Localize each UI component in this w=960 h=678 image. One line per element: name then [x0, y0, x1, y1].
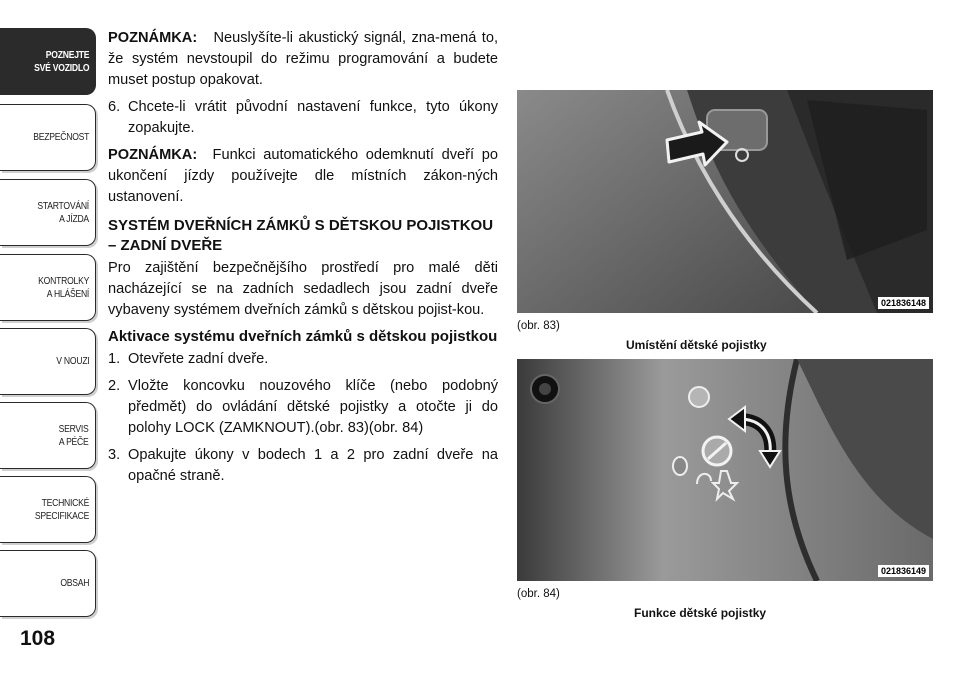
note-2 [108, 145, 498, 208]
step-3-number: 3. [108, 447, 121, 463]
note-2-text: Funkci automatického odemknutí dveří po ukončení jízdy používejte dle místních zákon-ných ustanovení. [108, 147, 498, 205]
step-2-text: Vložte koncovku nouzového klíče (nebo podobný předmět) do ovládání dětské pojistky a otočte ji do polohy LOCK (ZAMKNOUT).(obr. 83)(obr. 84) [128, 378, 498, 436]
note-1 [108, 28, 498, 91]
section-paragraph: Pro zajištění bezpečnějšího prostředí pro malé děti nacházející se na zadních sedadlech jsou zadní dveře vybaveny systémem dveřních zámků s dětskou pojist-kou. [108, 260, 498, 318]
figure-84-code: 021836149 [878, 565, 929, 577]
step-1-number: 1. [108, 351, 121, 367]
child-lock-function-illustration [517, 359, 933, 581]
tab-poznejte-sve-vozidlo[interactable]: POZNEJTE SVÉ VOZIDLO [0, 28, 96, 95]
tab-v-nouzi[interactable]: V NOUZI [0, 328, 96, 395]
figure-83-caption: Umístění dětské pojistky [626, 338, 767, 352]
tab-kontrolky-a-hlaseni[interactable]: KONTROLKY A HLÁŠENÍ [0, 254, 96, 321]
figure-84-ref: (obr. 84) [517, 588, 560, 600]
step-2-number: 2. [108, 378, 121, 394]
note-2-label: POZNÁMKA: [108, 147, 198, 163]
tab-servis-a-pece[interactable]: SERVIS A PÉČE [0, 402, 96, 469]
tab-startovani-a-jizda[interactable]: STARTOVÁNÍ A JÍZDA [0, 179, 96, 246]
subsection-heading: Aktivace systému dveřních zámků s dětskou pojistkou [108, 328, 498, 345]
step-1-text: Otevřete zadní dveře. [128, 351, 269, 367]
note-1-text: Neuslyšíte-li akustický signál, zna-mená to, že systém nevstoupil do režimu programování a budete muset postup opakovat. [108, 30, 498, 88]
section-heading: SYSTÉM DVEŘNÍCH ZÁMKŮ S DĚTSKOU POJISTKOU – ZADNÍ DVEŘE [108, 217, 494, 254]
figure-83-code: 021836148 [878, 297, 929, 309]
door-lock-location-illustration [517, 90, 933, 313]
tab-obsah[interactable]: OBSAH [0, 550, 96, 617]
text-column [108, 28, 498, 493]
figure-83-photo [517, 90, 933, 313]
tab-bezpecnost[interactable]: BEZPEČNOST [0, 104, 96, 171]
step-1 [108, 349, 498, 370]
page-number: 108 [20, 627, 56, 650]
figure-84-caption: Funkce dětské pojistky [634, 606, 767, 620]
step-6-number: 6. [108, 99, 121, 115]
step-3 [108, 445, 498, 487]
step-2 [108, 376, 498, 439]
figure-84-photo [517, 359, 933, 581]
step-6-text: Chcete-li vrátit původní nastavení funkce, tyto úkony zopakujte. [128, 99, 498, 136]
figure-83-ref: (obr. 83) [517, 320, 560, 332]
step-6 [108, 97, 498, 139]
tab-technicke-specifikace[interactable]: TECHNICKÉ SPECIFIKACE [0, 476, 96, 543]
note-1-label: POZNÁMKA: [108, 30, 198, 46]
step-3-text: Opakujte úkony v bodech 1 a 2 pro zadní dveře na opačné straně. [128, 447, 498, 484]
